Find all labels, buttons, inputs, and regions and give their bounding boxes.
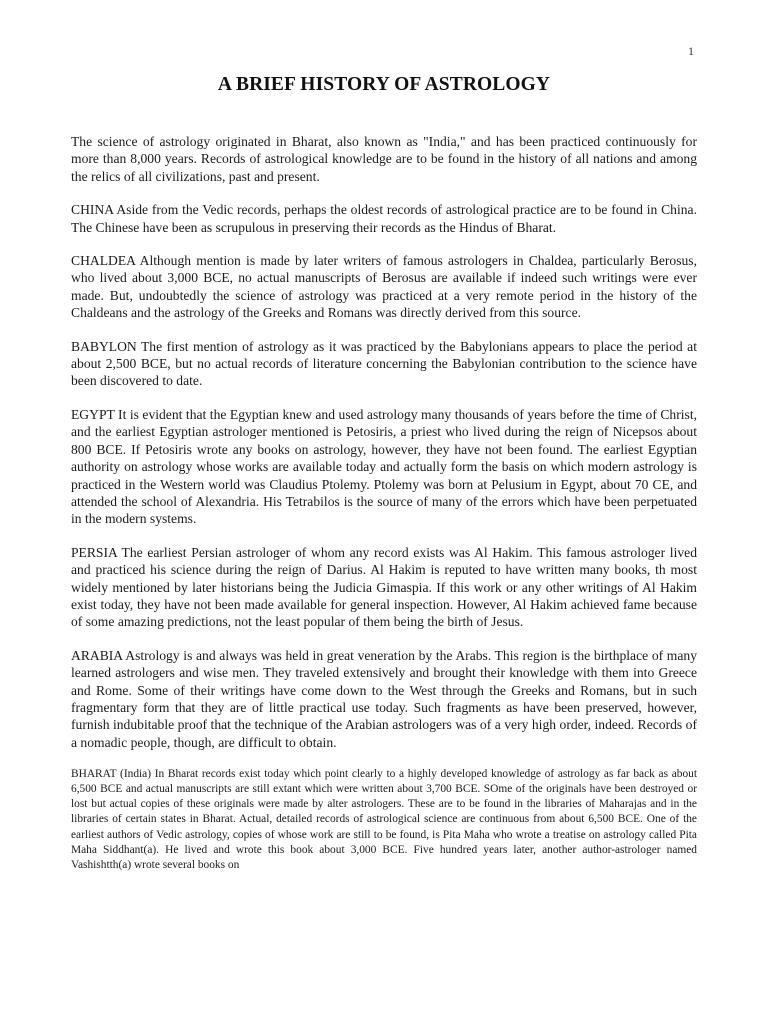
persia-paragraph: PERSIA The earliest Persian astrologer of whom any record exists was Al Hakim. This famous astrologer lived and practiced his science during the reign of Darius. Al Hakim is reputed to have written many books, th most widely mentioned by later historians being the Judicia Gimaspia. If this work or any other writings of Al Hakim exist today, they have not been made available for general inspection. However, Al Hakim achieved fame because of some amazing predictions, not the least popular of them being the birth of Jesus. xyxy=(71,544,697,630)
china-paragraph: CHINA Aside from the Vedic records, perhaps the oldest records of astrological practice are to be found in China. The Chinese have been as scrupulous in preserving their records as the Hindus of Bharat. xyxy=(71,202,697,235)
document-body xyxy=(71,133,697,889)
page-title: A BRIEF HISTORY OF ASTROLOGY xyxy=(217,74,551,95)
intro-paragraph: The science of astrology originated in Bharat, also known as "India," and has been practiced continuously for more than 8,000 years. Records of astrological knowledge are to be found in the history of all nations and among the relics of all civilizations, past and present. xyxy=(71,134,697,184)
bharat-paragraph: BHARAT (India) In Bharat records exist today which point clearly to a highly developed knowledge of astrology as far back as about 6,500 BCE and actual manuscripts are still extant which were written about 3,700 BCE. SOme of the originals have been destroyed or lost but actual copies of these originals were made by alter astrologers. These are to be found in the libraries of Maharajas and in the libraries of certain states in Bharat. Actual, detailed records of astrological science are continuous from about 6,500 BCE. One of the earliest authors of Vedic astrology, copies of whose work are still to be found, is Pita Maha who wrote a treatise on astrology called Pita Maha Siddhant(a). He lived and wrote this book about 3,000 BCE. Five hundred years later, another author-astrologer named Vashishtth(a) wrote several books on xyxy=(71,768,697,871)
egypt-paragraph: EGYPT It is evident that the Egyptian knew and used astrology many thousands of years before the time of Christ, and the earliest Egyptian astrologer mentioned is Petosiris, a priest who lived during the reign of Nicepsos about 800 BCE. If Petosiris wrote any books on astrology, however, they have not been found. The earliest Egyptian authority on astrology whose works are available today and actually form the basis on which modern astrology is practiced in the Western world was Claudius Ptolemy. Ptolemy was born at Pelusium in Egypt, about 70 CE, and attended the school of Alexandria. His Tetrabilos is the source of many of the errors which have been perpetuated in the modern systems. xyxy=(71,406,697,527)
arabia-paragraph: ARABIA Astrology is and always was held in great veneration by the Arabs. This region is the birthplace of many learned astrologers and wise men. They traveled extensively and brought their knowledge with them into Greece and Rome. Some of their writings have come down to the West through the Greeks and Romans, but in such fragmentary form that they are of little practical use today. Such fragments as have been preserved, however, furnish indubitable proof that the technique of the Arabian astrologers was of a very high order, indeed. Records of a nomadic people, though, are difficult to obtain. xyxy=(71,647,697,750)
chaldea-paragraph: CHALDEA Although mention is made by later writers of famous astrologers in Chaldea, particularly Berosus, who lived about 3,000 BCE, no actual manuscripts of Berosus are available if indeed such writings were ever made. But, undoubtedly the science of astrology was practiced at a very remote period in the history of the Chaldeans and the astrology of the Greeks and Romans was directly derived from this source. xyxy=(71,253,697,321)
babylon-paragraph: BABYLON The first mention of astrology as it was practiced by the Babylonians appears to place the period at about 2,500 BCE, but no actual records of literature concerning the Babylonian contribution to the science have been discovered to date. xyxy=(71,338,697,389)
page-number: 1 xyxy=(688,44,694,58)
